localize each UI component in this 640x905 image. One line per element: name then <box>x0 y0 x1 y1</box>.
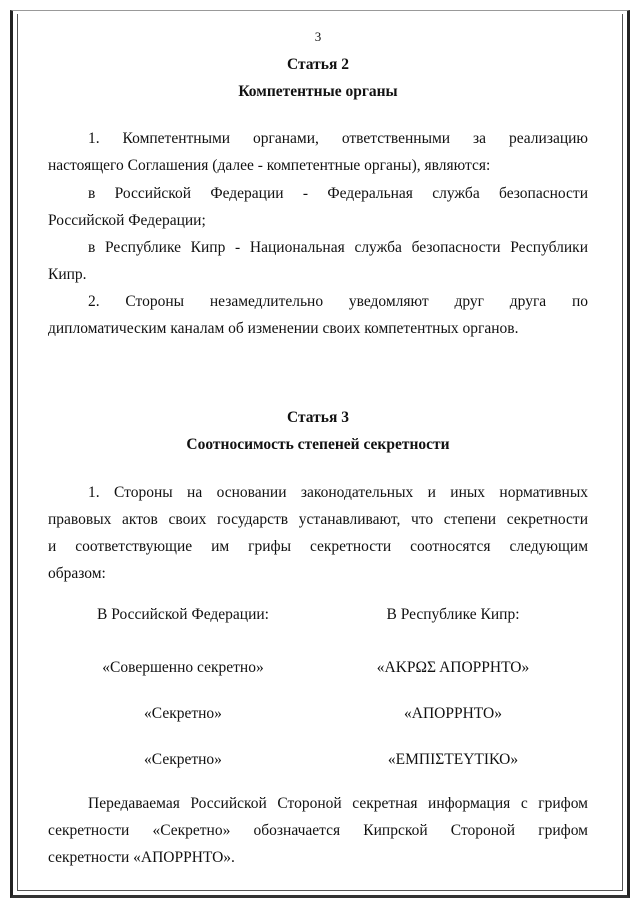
article-2-p3-line1: в Республике Кипр - Национальная служба безопасности Республики <box>88 238 588 256</box>
article-3-p2-line3: секретности «ΑΠΟΡΡΗΤΟ». <box>48 848 235 866</box>
article-3-subtitle: Соотносимость степеней секретности <box>186 436 450 454</box>
article-3 <box>48 404 588 871</box>
article-3-p2-line1: Передаваемая Российской Стороной секретная информация с грифом <box>88 794 588 812</box>
table-cell-cyprus: «ΑΠΟΡΡΗΤΟ» <box>404 705 502 723</box>
article-3-p1-line3: и соответствующие им грифы секретности соотносятся следующим <box>48 537 588 555</box>
article-2-subtitle: Компетентные органы <box>238 83 398 101</box>
article-3-p1-line4: образом: <box>48 564 106 582</box>
article-2-p2-line2: Российской Федерации; <box>48 211 206 229</box>
article-2-p1-line2: настоящего Соглашения (далее - компетентные органы), являются: <box>48 157 491 175</box>
article-2-title: Статья 2 <box>287 56 349 73</box>
page-number: 3 <box>314 29 322 44</box>
article-3-p2-line2: секретности «Секретно» обозначается Кипрской Стороной грифом <box>48 821 588 839</box>
article-2-p4-line2: дипломатическим каналам об изменении своих компетентных органов. <box>48 320 519 338</box>
secrecy-correspondence-table <box>48 601 588 774</box>
article-2-p1-line1: 1. Компетентными органами, ответственными за реализацию <box>88 130 588 148</box>
table-cell-russia: «Совершенно секретно» <box>102 659 264 677</box>
article-3-p1-line1: 1. Стороны на основании законодательных и иных нормативных <box>88 483 588 501</box>
table-header-russia: В Российской Федерации: <box>97 606 269 623</box>
table-cell-cyprus: «ΕΜΠΙΣΤΕΥΤΙΚΟ» <box>387 751 519 769</box>
table-cell-russia: «Секретно» <box>144 751 222 769</box>
article-2-p4-line1: 2. Стороны незамедлительно уведомляют друг друга по <box>88 293 588 310</box>
article-2-p2-line1: в Российской Федерации - Федеральная служба безопасности <box>88 184 588 202</box>
document-body <box>48 30 588 871</box>
table-cell-russia: «Секретно» <box>144 705 222 723</box>
article-2-p3-line2: Кипр. <box>48 265 87 283</box>
article-3-title: Статья 3 <box>287 409 349 427</box>
article-3-p1-line2: правовых актов своих государств устанавливают, что степени секретности <box>48 510 588 528</box>
table-header-cyprus: В Республике Кипр: <box>386 606 520 623</box>
table-cell-cyprus: «ΑΚΡΩΣ ΑΠΟΡΡΗΤΟ» <box>376 659 530 677</box>
article-2 <box>48 51 588 342</box>
